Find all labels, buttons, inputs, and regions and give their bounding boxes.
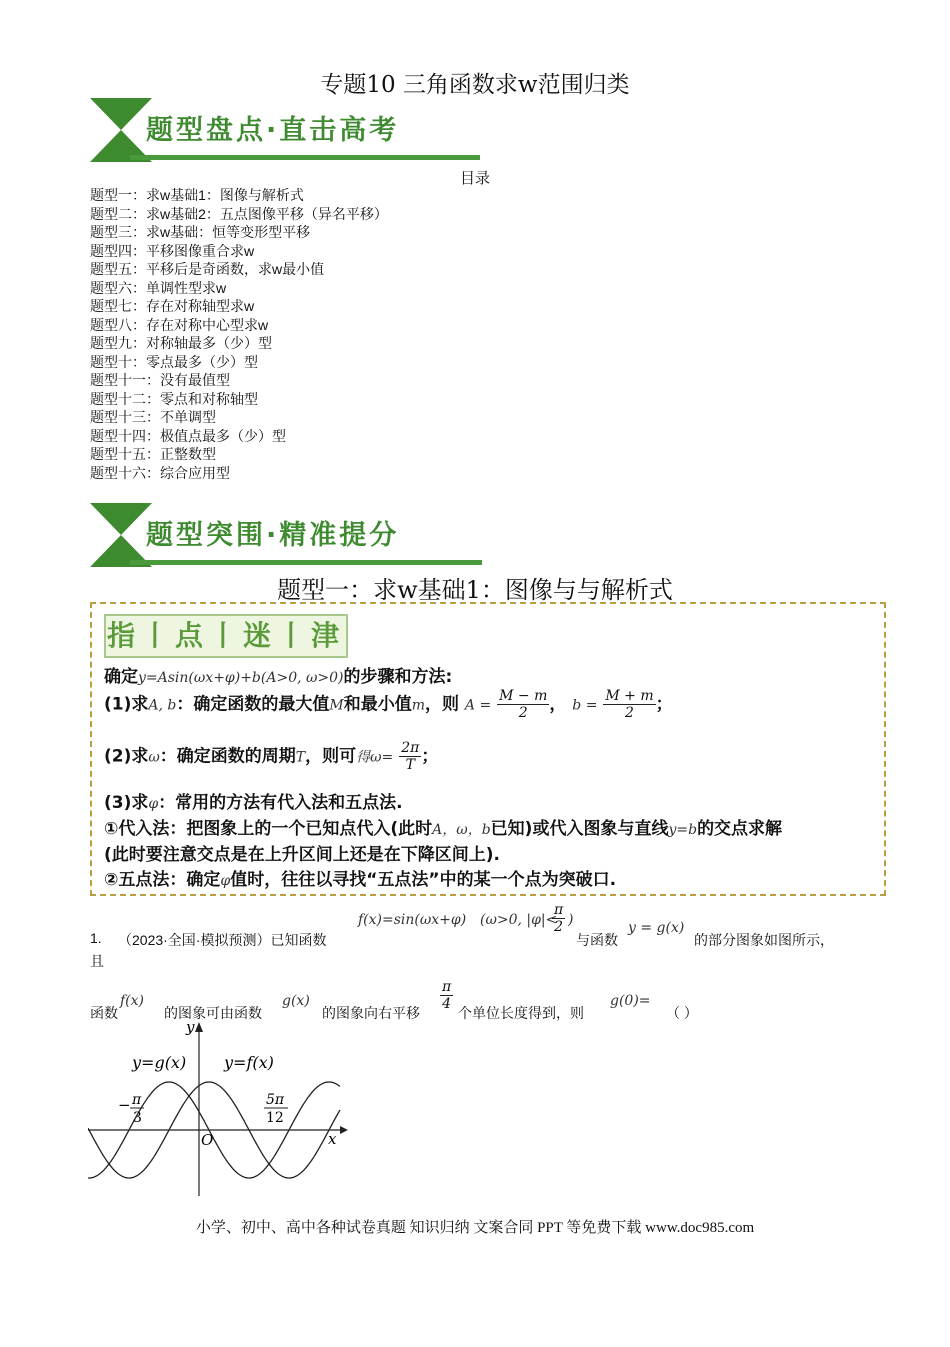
question-1: 1. （2023·全国·模拟预测）已知函数 f(x)=sin(ωx+φ) (ω>0, |φ|< $\frac{\pi}{2}$ ) 与函数 y = g(x) 的部分图象如图所示， 且 函数 f(x) 的图象可由函数 g(x) 的图象向右平移 $\frac{\pi}{4}$ 个单位长度得到，则 g(0)= （ ） [90, 902, 834, 1021]
toc-item: 题型八：存在对称中心型求w [90, 316, 269, 333]
tick-left-den: 3 [133, 1110, 142, 1126]
fraction: $\frac{M - m}{2}$ [499, 688, 548, 721]
question-number: 1. [90, 930, 102, 946]
function-graph [88, 1018, 350, 1198]
toc-item: 题型十：零点最多（少）型 [90, 353, 258, 370]
fraction: $\frac{M + m}{2}$ [605, 688, 654, 721]
x-axis-label: x [328, 1130, 337, 1148]
toc-item: 题型十一：没有最值型 [90, 372, 230, 388]
banner-overview [90, 98, 480, 162]
guide-step-3: (3)求φ：常用的方法有代入法和五点法. [104, 793, 403, 813]
answer-blank: （ ） [666, 1005, 698, 1021]
toc-item: 题型十四：极值点最多（少）型 [90, 427, 286, 444]
y-axis-arrow-icon [195, 1022, 203, 1032]
toc-heading: 目录 [460, 170, 491, 187]
table-of-contents [90, 186, 388, 482]
question-source: （2023·全国·模拟预测）已知函数 [118, 932, 327, 948]
formula: y=Asin(ωx+φ)+b(A>0, ω>0) [138, 670, 344, 686]
toc-item: 题型四：平移图像重合求w [90, 242, 255, 259]
fraction: $\frac{2\pi}{T}$ [401, 740, 420, 773]
toc-item: 题型五：平移后是奇函数，求w最小值 [90, 261, 325, 277]
fraction: $\frac{\pi}{2}$ [554, 902, 564, 935]
section-title: 题型一：求w基础1：图像与与解析式 [277, 576, 673, 604]
x-axis-arrow-icon [340, 1126, 348, 1134]
guide-step-3-substitution: ①代入法：把图象上的一个已知点代入(此时A，ω，b已知)或代入图象与直线y=b的交点求解 [104, 819, 783, 839]
tick-left-sign: − [118, 1096, 131, 1114]
tick-right-den: 12 [266, 1110, 284, 1126]
toc-item: 题型六：单调性型求w [90, 279, 227, 296]
guide-step-1: (1)求A, b：确定函数的最大值M和最小值m，则 A = $\frac{M - m}{2}$ ， b = $\frac{M + m}{2}$ ； [104, 688, 673, 721]
toc-item: 题型十六：综合应用型 [90, 464, 230, 481]
toc-item: 题型七：存在对称轴型求w [90, 298, 255, 314]
f-curve-label: y=f(x) [224, 1053, 274, 1072]
tick-left-num: π [132, 1092, 142, 1108]
toc-item: 题型九：对称轴最多（少）型 [90, 335, 272, 351]
guide-step-3-five-point: ②五点法：确定φ值时，往往以寻找“五点法”中的某一个点为突破口. [104, 870, 617, 890]
f-definition: f(x)=sin(ωx+φ) [358, 912, 467, 928]
y-axis-label: y [186, 1018, 195, 1036]
fraction: $\frac{\pi}{4}$ [442, 979, 452, 1012]
toc-item: 题型十三：不单调型 [90, 409, 216, 425]
toc-item: 题型一：求w基础1：图像与解析式 [90, 187, 304, 203]
g-curve-label: y=g(x) [132, 1053, 187, 1072]
banner-breakthrough [90, 503, 482, 567]
toc-item: 题型十二：零点和对称轴型 [90, 390, 258, 407]
banner-breakthrough-text: 题型突围·精准提分 [146, 520, 400, 551]
tips-label: 指丨点丨迷丨津 [104, 614, 348, 658]
banner-underline [130, 560, 482, 565]
guide-intro: 确定y=Asin(ωx+φ)+b(A>0, ω>0)的步骤和方法: [104, 667, 453, 687]
document-title: 专题10 三角函数求w范围归类 [320, 72, 630, 98]
guide-step-3-note: (此时要注意交点是在上升区间上还是在下降区间上). [104, 845, 500, 865]
g-definition: y = g(x) [628, 920, 685, 936]
toc-item: 题型十五：正整数型 [90, 446, 216, 462]
method-guide-box [90, 602, 886, 896]
tick-right-num: 5π [266, 1092, 285, 1108]
origin-label: O [201, 1131, 214, 1149]
footer-text: 小学、初中、高中各种试卷真题 知识归纳 文案合同 PPT 等免费下载 www.doc985.com [195, 1220, 755, 1236]
banner-overview-text: 题型盘点·直击高考 [146, 115, 400, 146]
toc-item: 题型三：求w基础：恒等变形型平移 [90, 224, 311, 240]
guide-step-2: (2)求ω：确定函数的周期T，则可得ω= $\frac{2\pi}{T}$ ； [104, 740, 439, 773]
toc-item: 题型二：求w基础2：五点图像平移（异名平移） [90, 205, 388, 222]
banner-underline [130, 155, 480, 160]
